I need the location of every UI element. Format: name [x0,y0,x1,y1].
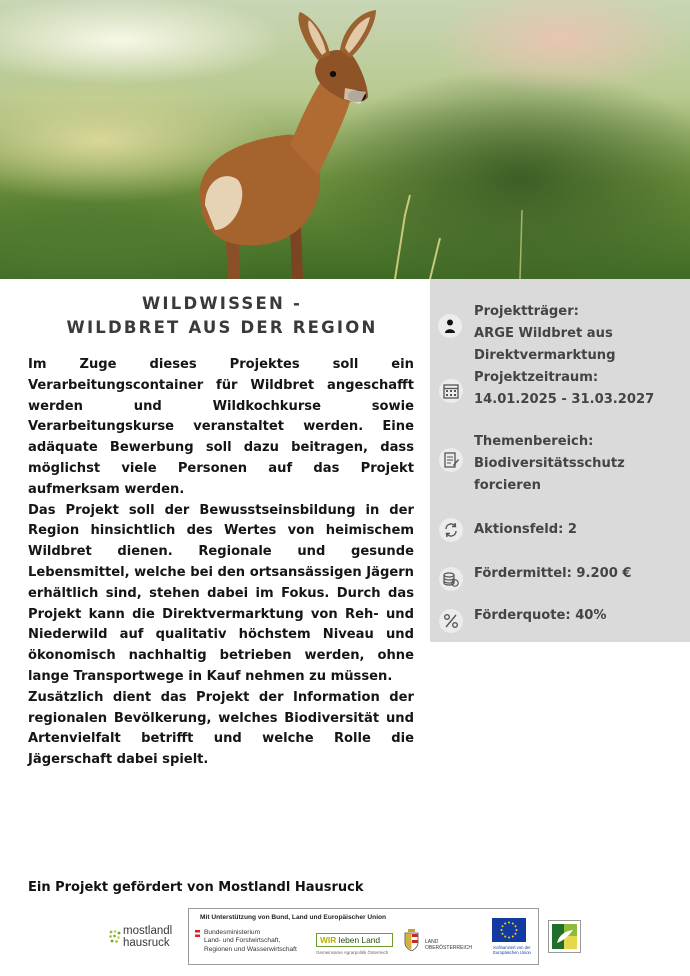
traeger-line-2: Direktvermarktung [474,348,616,363]
hero-photo-roe-deer [0,0,690,279]
wir-prefix: WIR [320,935,337,945]
project-description [28,355,414,771]
leader-emblem-icon [549,921,580,952]
mostlandl-dots-icon [108,929,122,945]
description-paragraph-3: Zusätzlich dient das Projekt der Information der regionalen Bevölkerung, welches Biodiversität und Artenvielfalt betrifft und welche Rolle die Jägerschaft dabei spielt. [28,689,414,768]
ministry-logo [204,929,297,954]
roe-deer-illustration [0,0,690,279]
thema-label: Themenbereich: [474,434,594,449]
ministry-line-1: Bundesministerium [204,929,261,936]
mostlandl-hausruck-logo [108,925,180,951]
traeger-line-1: ARGE Wildbret aus [474,326,613,341]
ministry-line-2: Land- und Forstwirtschaft, [204,937,281,945]
cycle-icon [439,518,463,542]
description-paragraph-2: Das Projekt soll der Bewusstseinsbildung in der Region hinsichtlich des Wertes von heimischem Wildbret dienen. Regionale und gesunde Lebensmittel, welche bei den ortsansässigen Jägern erhältlich sind, stehen dabei im Fokus. Durch das Projekt kann die Direktvermarktung von Reh- und Niederwild auf qualitativ höchstem Niveau und ökonomisch nachhaltig betrieben werden, ohne lange Transportwege in Kauf nehmen zu müssen. [28,502,414,684]
funding-partners-box [188,908,539,965]
logo-text-line-1: mostlandl [123,925,173,937]
coins-icon [439,567,463,591]
project-title [28,292,416,340]
info-themenbereich [474,431,625,497]
person-icon [438,314,462,338]
land-line-1: LAND [425,939,439,945]
zeitraum-value: 14.01.2025 - 31.03.2027 [474,392,655,407]
calendar-icon [439,379,463,403]
info-traeger [474,301,654,411]
title-line-1: WILDWISSEN - [142,294,302,313]
wir-leben-land-logo [316,933,393,947]
land-line-2: OBERÖSTERREICH [425,945,472,951]
eu-cofunded-label [489,945,535,955]
info-foerdermittel: Fördermittel: 9.200 € [474,566,632,581]
thema-line-2: forcieren [474,478,541,493]
logo-text-line-2: hausruck [123,937,170,949]
wir-suffix: leben Land [338,935,381,945]
thema-line-1: Biodiversitätsschutz [474,456,625,471]
eu-line-2: Europäischen Union [493,950,531,955]
info-aktionsfeld: Aktionsfeld: 2 [474,522,578,537]
percent-icon [439,609,463,633]
document-edit-icon [439,448,463,472]
austria-flag-icon [195,930,200,937]
eu-line-1: Kofinanziert von der [493,945,531,950]
land-ooe-label [425,939,472,951]
title-line-2: WILDBRET AUS DER REGION [66,318,378,337]
wir-subtitle: Gemeinsame Agrarpolitik Österreich [316,950,389,955]
traeger-label: Projektträger: [474,304,579,319]
zeitraum-label: Projektzeitraum: [474,370,599,385]
leader-logo [548,920,581,953]
funding-note: Ein Projekt gefördert von Mostlandl Hausruck [28,880,364,895]
support-title: Mit Unterstützung von Bund, Land und Europäischer Union [200,914,387,921]
info-foerderquote: Förderquote: 40% [474,608,607,623]
ministry-line-3: Regionen und Wasserwirtschaft [204,945,297,953]
description-paragraph-1: Im Zuge dieses Projektes soll ein Verarbeitungscontainer für Wildbret angeschafft werden und Wildkochkurse sowie Verarbeitungskurse veranstaltet werden. Eine adäquate Bewerbung soll dazu beitragen, dass möglichst viele Personen auf das Projekt aufmerksam werden. [28,357,414,497]
eu-flag-icon [492,918,526,942]
upper-austria-crest-icon [404,929,419,951]
